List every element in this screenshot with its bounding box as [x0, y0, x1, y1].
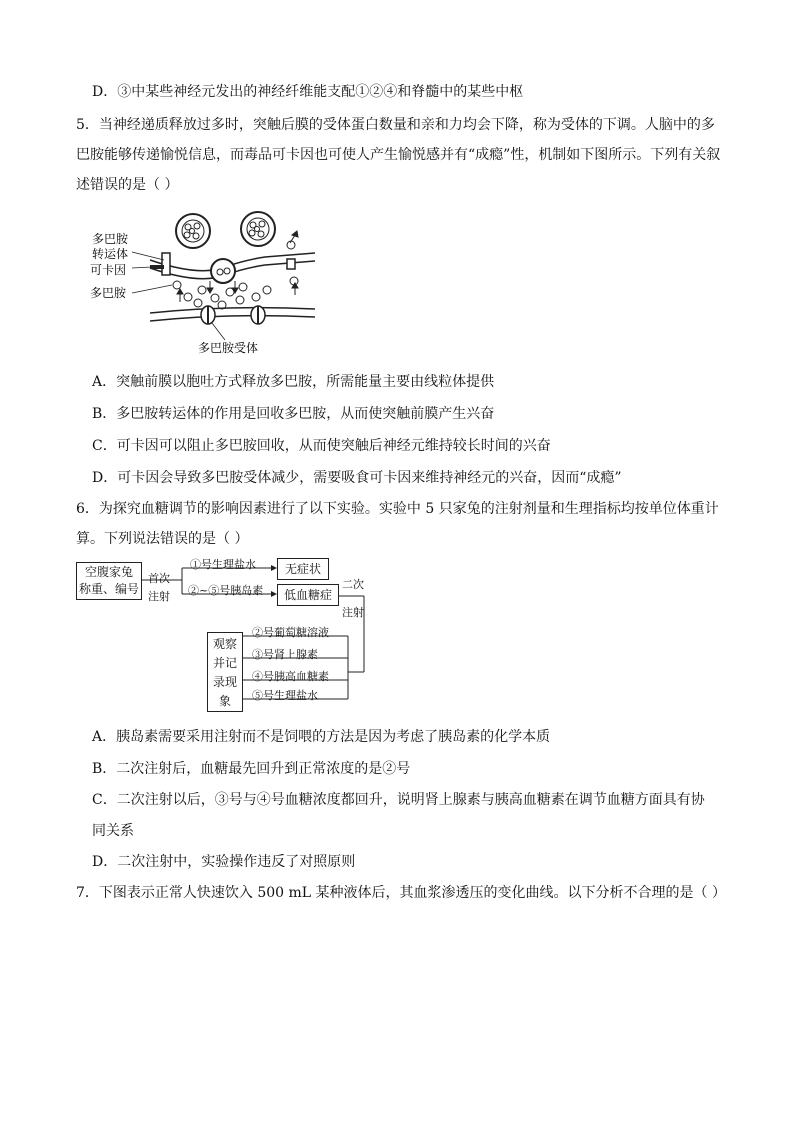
observe-line4: 象 [218, 694, 231, 708]
result-no-symptom: 无症状 [277, 558, 329, 580]
q6-option-d: D．二次注射中，实验操作违反了对照原则 [92, 854, 356, 870]
label-cocaine: 可卡因 [90, 263, 127, 277]
observe-line2: 并记 [212, 656, 237, 670]
start-line2: 称重、编号 [78, 582, 139, 596]
q5-option-b: B．多巴胺转运体的作用是回收多巴胺，从而使突触前膜产生兴奋 [92, 406, 495, 422]
q6-stem-line1: 6．为探究血糖调节的影响因素进行了以下实验。实验中 5 只家兔的注射剂量和生理指标均按单位体重计 [76, 501, 719, 517]
inj-glucagon: ④号胰高血糖素 [252, 670, 329, 683]
first-injection-1: 首次 [148, 572, 170, 585]
q7-stem: 7．下图表示正常人快速饮入 500 mL 某种液体后，其血浆渗透压的变化曲线。以下分析不合理的是（ ） [76, 885, 726, 901]
synaptic-vesicle [241, 212, 275, 246]
inj-glucose: ②号葡萄糖溶液 [252, 626, 329, 639]
label-transporter-1: 多巴胺 [92, 232, 129, 246]
synaptic-vesicle [176, 214, 210, 248]
q6-stem-line2: 算。下列说法错误的是（ ） [76, 531, 249, 547]
label-receptor: 多巴胺受体 [198, 341, 259, 355]
q5-option-a: A．突触前膜以胞吐方式释放多巴胺，所需能量主要由线粒体提供 [92, 374, 495, 390]
second-injection-1: 二次 [342, 578, 364, 591]
branch-saline: ①号生理盐水 [190, 558, 256, 571]
label-transporter-2: 转运体 [92, 247, 129, 261]
q6-option-c-line1: C．二次注射以后，③号与④号血糖浓度都回升，说明肾上腺素与胰高血糖素在调节血糖方面具有协 [92, 792, 705, 808]
second-injection-2: 注射 [342, 606, 364, 619]
experiment-flowchart [76, 556, 376, 716]
q5-stem-line2: 巴胺能够传递愉悦信息，而毒品可卡因也可使人产生愉悦感并有“成瘾”性，机制如下图所示。下列有关叙 [76, 147, 721, 163]
q5-option-c: C．可卡因可以阻止多巴胺回收，从而使突触后神经元维持较长时间的兴奋 [92, 438, 551, 454]
start-box [76, 562, 142, 600]
start-line1: 空腹家兔 [84, 565, 133, 579]
observe-line3: 录现 [212, 675, 237, 689]
q6-option-b: B．二次注射后，血糖最先回升到正常浓度的是②号 [92, 761, 411, 777]
q5-stem-line3: 述错误的是（ ） [76, 177, 179, 193]
synapse-diagram [80, 205, 330, 360]
cocaine-mark [150, 265, 164, 269]
q6-option-a: A．胰岛素需要采用注射而不是饲喂的方法是因为考虑了胰岛素的化学本质 [92, 729, 551, 745]
branch-insulin: ②~⑤号胰岛素 [188, 584, 264, 597]
dopamine-molecules [173, 281, 271, 309]
q5-option-d: D．可卡因会导致多巴胺受体减少，需要吸食可卡因来维持神经元的兴奋，因而“成瘾” [92, 470, 622, 486]
label-dopamine: 多巴胺 [90, 286, 127, 300]
postsynaptic-membrane [150, 308, 315, 313]
first-injection-2: 注射 [148, 590, 170, 603]
inj-saline: ⑤号生理盐水 [252, 689, 318, 702]
q5-stem-line1: 5．当神经递质释放过多时，突触后膜的受体蛋白数量和亲和力均会下降，称为受体的下调。人脑中的多 [76, 117, 715, 133]
dopamine-transporter [162, 253, 170, 275]
observe-line1: 观察 [212, 637, 237, 651]
q4-option-d: D．③中某些神经元发出的神经纤维能支配①②④和脊髓中的某些中枢 [92, 84, 524, 100]
inj-adrenaline: ③号肾上腺素 [252, 648, 318, 661]
observe-box [207, 632, 243, 712]
q6-option-c-line2: 同关系 [92, 823, 134, 839]
result-hypoglycemia: 低血糖症 [277, 584, 339, 606]
